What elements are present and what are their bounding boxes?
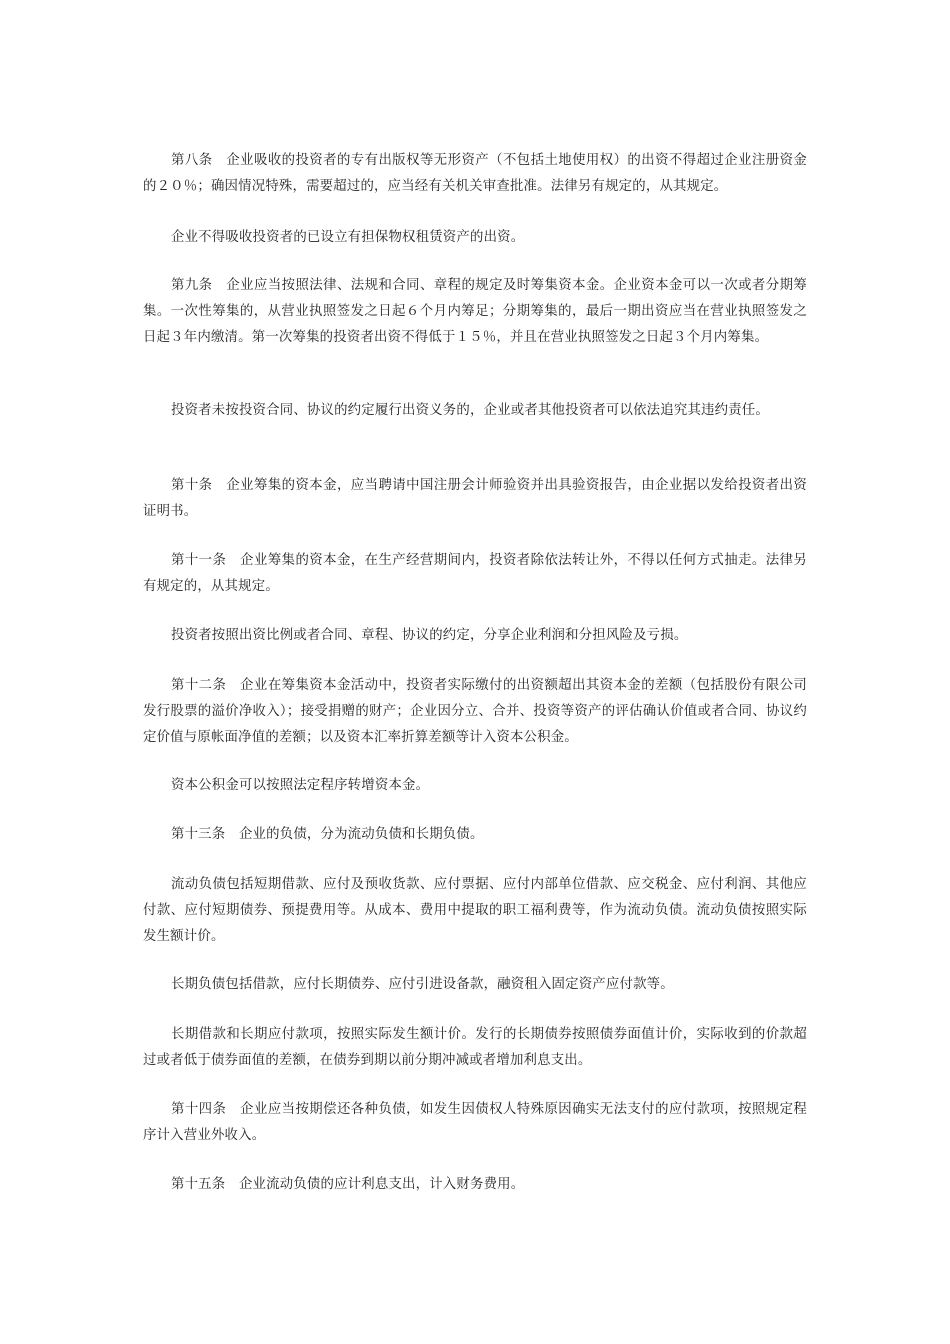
paragraph-article-9: 第九条 企业应当按照法律、法规和合同、章程的规定及时筹集资本金。企业资本金可以一次或者分期筹集。一次性筹集的，从营业执照签发之日起６个月内筹足；分期筹集的，最后一期出资应当在营业执照签发之日起３年内缴清。第一次筹集的投资者出资不得低于１５％，并且在营业执照签发之日起３个月内筹集。 <box>143 278 807 345</box>
paragraph-article-8: 第八条 企业吸收的投资者的专有出版权等无形资产（不包括土地使用权）的出资不得超过企业注册资金的２０％；确因情况特殊，需要超过的，应当经有关机关审查批准。法律另有规定的，从其规定。 <box>143 153 807 194</box>
paragraph-article-10: 第十条 企业筹集的资本金，应当聘请中国注册会计师验资并出具验资报告，由企业据以发给投资者出资证明书。 <box>143 478 807 519</box>
paragraph-article-12: 第十二条 企业在筹集资本金活动中，投资者实际缴付的出资额超出其资本金的差额（包括股份有限公司发行股票的溢价净收入）；接受捐赠的财产；企业因分立、合并、投资等资产的评估确认价值或者合同、协议约定价值与原帐面净值的差额；以及资本汇率折算差额等计入资本公积金。 <box>143 678 807 745</box>
paragraph-article-15: 第十五条 企业流动负债的应计利息支出，计入财务费用。 <box>171 1177 525 1192</box>
paragraph-article-9-supplement: 投资者未按投资合同、协议的约定履行出资义务的，企业或者其他投资者可以依法追究其违约责任。 <box>171 403 769 418</box>
paragraph-article-11: 第十一条 企业筹集的资本金，在生产经营期间内，投资者除依法转让外，不得以任何方式抽走。法律另有规定的，从其规定。 <box>143 553 807 594</box>
paragraph-article-13: 第十三条 企业的负债，分为流动负债和长期负债。 <box>171 827 484 842</box>
paragraph-long-term-liabilities: 长期负债包括借款，应付长期债券、应付引进设备款，融资租入固定资产应付款等。 <box>171 977 674 992</box>
paragraph-article-8-supplement: 企业不得吸收投资者的已设立有担保物权租赁资产的出资。 <box>171 230 525 245</box>
paragraph-long-term-valuation: 长期借款和长期应付款项，按照实际发生额计价。发行的长期债券按照债券面值计价，实际收到的价款超过或者低于债券面值的差额，在债券到期以前分期冲减或者增加利息支出。 <box>143 1027 807 1068</box>
paragraph-article-11-supplement: 投资者按照出资比例或者合同、章程、协议的约定，分享企业利润和分担风险及亏损。 <box>171 628 688 643</box>
paragraph-current-liabilities: 流动负债包括短期借款、应付及预收货款、应付票据、应付内部单位借款、应交税金、应付利润、其他应付款、应付短期债券、预提费用等。从成本、费用中提取的职工福利费等，作为流动负债。流动负债按照实际发生额计价。 <box>143 877 807 944</box>
paragraph-article-14: 第十四条 企业应当按期偿还各种负债，如发生因债权人特殊原因确实无法支付的应付款项，按照规定程序计入营业外收入。 <box>143 1102 807 1143</box>
paragraph-article-12-supplement: 资本公积金可以按照法定程序转增资本金。 <box>171 778 430 793</box>
